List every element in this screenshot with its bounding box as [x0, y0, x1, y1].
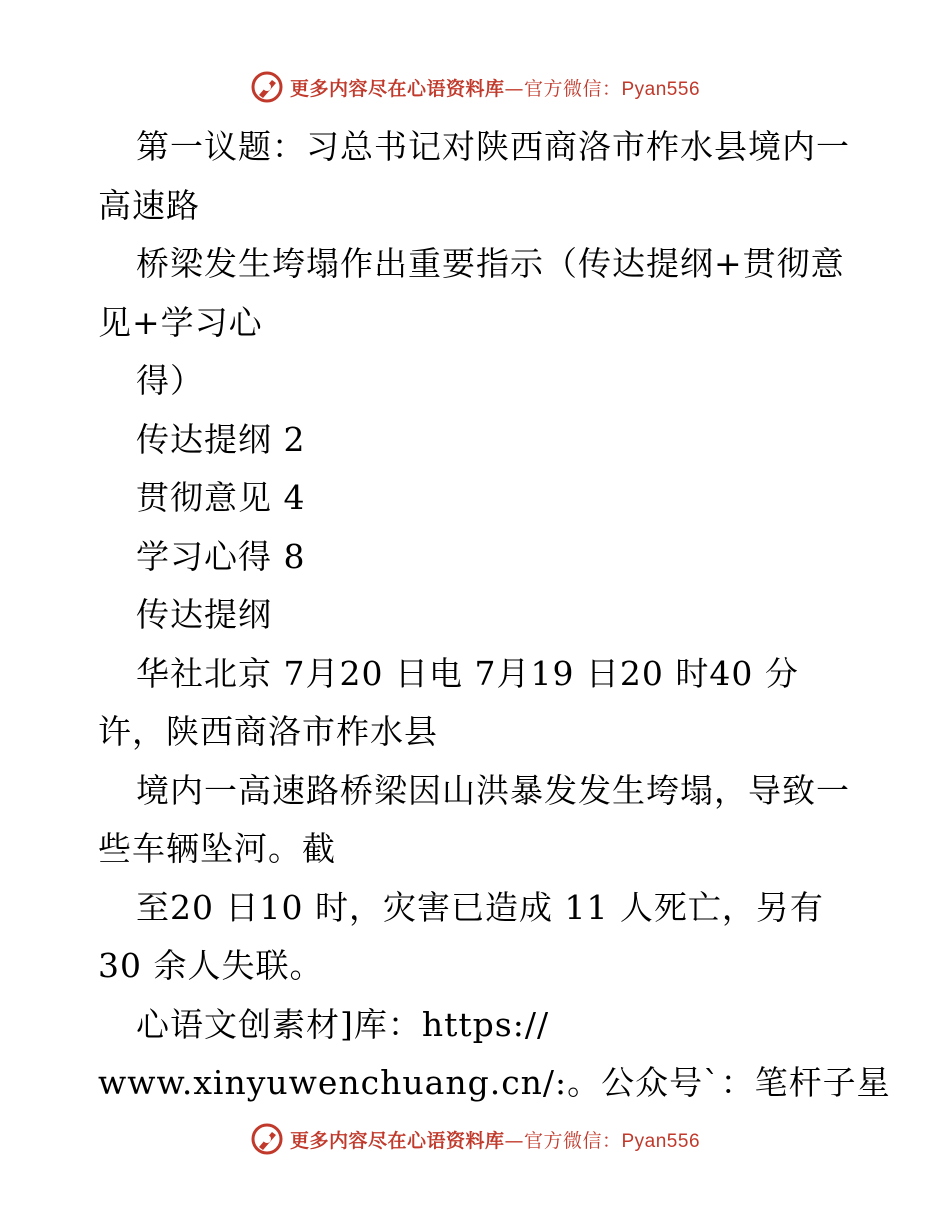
text-line: 见+学习心: [98, 302, 263, 342]
text-line: 得）: [136, 361, 204, 400]
text-line: 高速路: [98, 185, 200, 225]
watermark-main-text: 更多内容尽在心语资料库: [289, 1129, 505, 1152]
pen-logo-icon: [250, 1122, 284, 1156]
watermark-sub-text: 官方微信：: [523, 77, 622, 100]
text-line: 境内一高速路桥梁因山洪暴发发生垮塌，导致一: [136, 770, 850, 810]
toc-item-transmission-outline: 传达提纲 2: [136, 419, 306, 459]
toc-item-implementation-opinions: 贯彻意见 4: [136, 478, 306, 517]
section-heading: 传达提纲: [136, 595, 272, 634]
pen-logo-icon: [250, 70, 284, 104]
text-line: 至20 日10 时，灾害已造成 11 人死亡，另有: [136, 887, 824, 927]
text-line: 些车辆坠河。截: [98, 829, 336, 868]
watermark-id: Pyan556: [621, 78, 701, 100]
header-watermark: [0, 70, 950, 104]
toc-item-study-notes: 学习心得 8: [136, 536, 306, 576]
text-line: 桥梁发生垮塌作出重要指示（传达提纲+贯彻意: [136, 244, 845, 283]
text-line: 许，陕西商洛市柞水县: [98, 712, 438, 751]
watermark-dash: —: [504, 77, 524, 100]
footer-watermark: [0, 1122, 950, 1156]
watermark-sub-text: 官方微信：: [523, 1129, 622, 1152]
watermark-main-text: 更多内容尽在心语资料库: [289, 77, 505, 100]
text-line: 第一议题：习总书记对陕西商洛市柞水县境内一: [136, 127, 850, 166]
text-line: 华社北京 7月20 日电 7月19 日20 时40 分: [136, 653, 799, 693]
watermark-dash: —: [504, 1129, 524, 1152]
document-body: [98, 118, 891, 1113]
text-line: 30 余人失联。: [98, 946, 324, 985]
watermark-id: Pyan556: [621, 1130, 701, 1152]
text-line: www.xinyuwenchuang.cn/:。公众号`：笔杆子星: [98, 1063, 891, 1102]
text-line: 心语文创素材]库：https://: [136, 1004, 550, 1044]
